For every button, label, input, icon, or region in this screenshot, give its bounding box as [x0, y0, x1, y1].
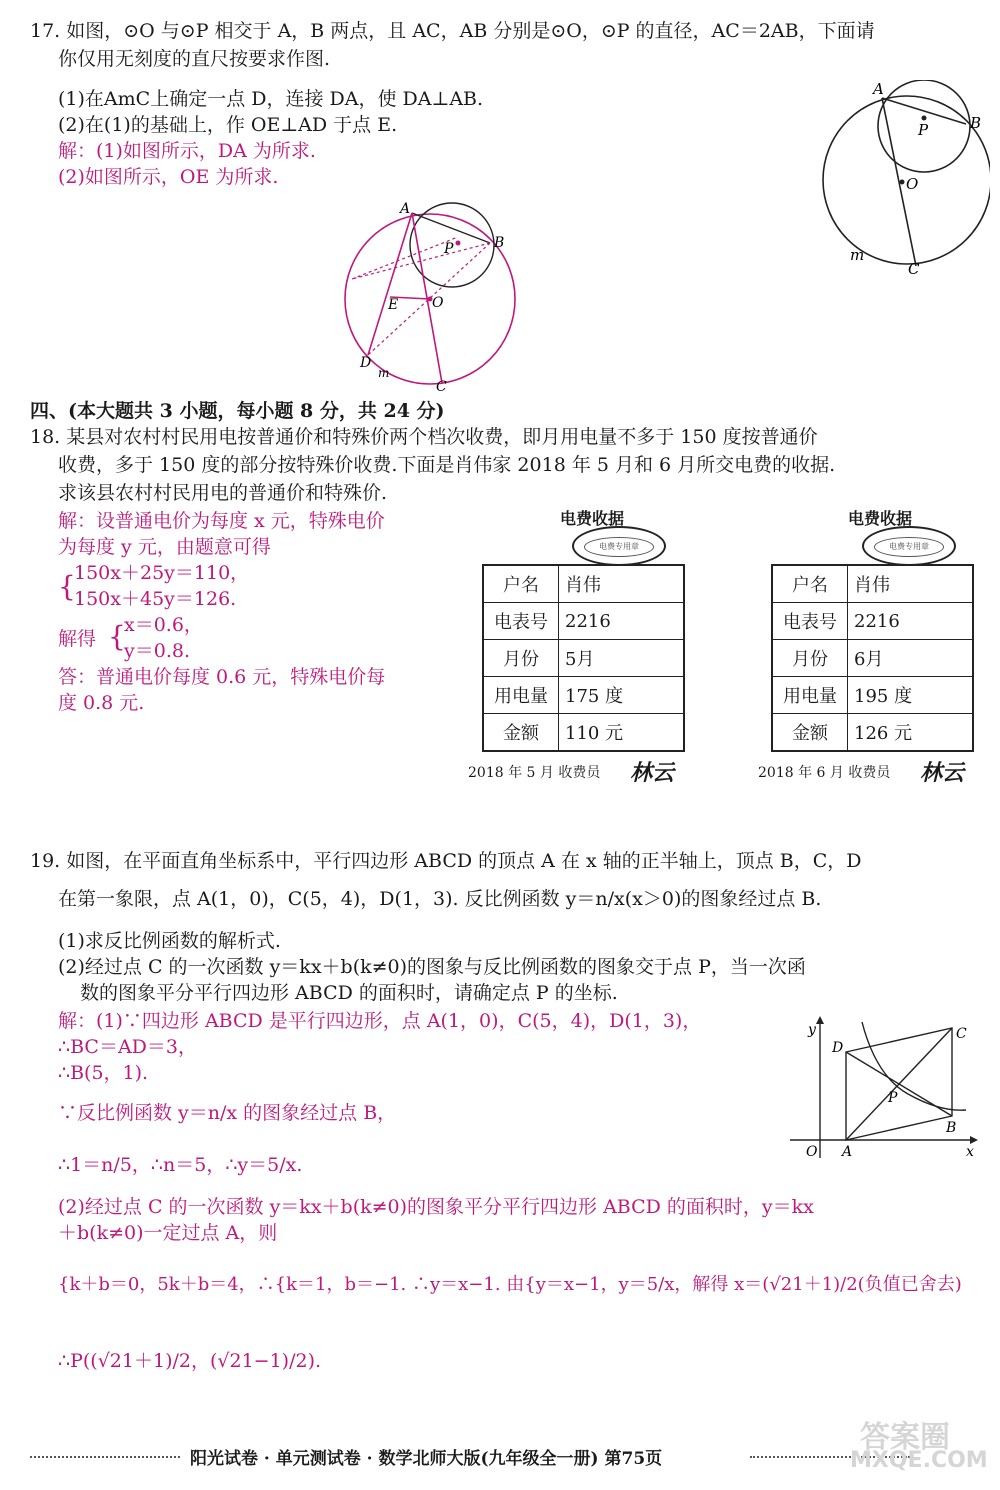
receipt1-stamp: 电费专用章: [572, 526, 666, 566]
q17-answer1: 解：(1)如图所示，DA 为所求.: [58, 140, 316, 162]
q19-part2a: (2)经过点 C 的一次函数 y＝kx＋b(k≠0)的图象与反比例函数的图象交于点 P，当一次函: [58, 956, 806, 978]
q18-eq2: 150x＋45y＝126.: [74, 588, 237, 610]
q19-stem-line2: 在第一象限，点 A(1，0)，C(5，4)，D(1，3). 反比例函数 y＝n/x(x＞0)的图象经过点 B.: [58, 888, 822, 910]
label-a: A: [400, 201, 411, 217]
q17-stem-line1: 17. 如图，⊙O 与⊙P 相交于 A，B 两点，且 AC，AB 分别是⊙O，⊙P 的直径，AC＝2AB，下面请: [30, 20, 875, 42]
q19-step6: (2)经过点 C 的一次函数 y＝kx＋b(k≠0)的图象平分平行四边形 ABCD 的面积时，y＝kx: [58, 1196, 814, 1218]
receipt1-table: [482, 564, 685, 752]
label-c: C: [908, 260, 920, 278]
label-p: P: [918, 121, 929, 139]
table-row: 用电量 195 度: [772, 677, 973, 714]
table-row: 电表号 2216: [772, 603, 973, 640]
q19-step9: ∴P((√21＋1)/2，(√21−1)/2).: [58, 1350, 322, 1372]
point-o: [900, 180, 905, 185]
label-m: m: [378, 366, 390, 380]
q17-stem-line2: 你仅用无刻度的直尺按要求作图.: [58, 48, 331, 70]
label-y: y: [808, 1022, 816, 1038]
q19-step7: ＋b(k≠0)一定过点 A，则: [58, 1222, 278, 1244]
q18-stem-line3: 求该县农村村民用电的普通价和特殊价.: [58, 482, 388, 504]
q17-part1: (1)在AmC上确定一点 D，连接 DA，使 DA⊥AB.: [58, 88, 484, 110]
q19-step4: ∵反比例函数 y＝n/x 的图象经过点 B，: [58, 1102, 397, 1124]
label-b: B: [494, 235, 505, 251]
label-p: P: [444, 241, 454, 257]
point-p: [922, 116, 927, 121]
receipt2-signature: 林云: [920, 760, 965, 786]
point-p: [456, 241, 461, 246]
label-b: B: [970, 114, 982, 132]
receipt1-footer: 2018 年 5 月 收费员: [468, 765, 601, 781]
q18-stem-line2: 收费，多于 150 度的部分按特殊价收费.下面是肖伟家 2018 年 5 月和 6 月所交电费的收据.: [58, 454, 836, 476]
receipt2-title: 电费收据: [848, 509, 913, 528]
q19-part1: (1)求反比例函数的解析式.: [58, 930, 281, 952]
label-p: P: [888, 1090, 898, 1106]
x-axis-arrow-icon: [970, 1136, 978, 1144]
q18-sol2: y＝0.8.: [124, 640, 190, 662]
table-row: 用电量 175 度: [483, 677, 684, 714]
table-row: 金额 110 元: [483, 714, 684, 752]
receipt2-stamp: 电费专用章: [862, 526, 956, 566]
footer-text: 阳光试卷 · 单元测试卷 · 数学北师大版(九年级全一册) 第75页: [190, 1449, 663, 1469]
q17-answer2: (2)如图所示，OE 为所求.: [58, 166, 279, 188]
q18-answer2: 为每度 y 元，由题意可得: [58, 536, 271, 558]
label-d: D: [832, 1040, 844, 1056]
q19-coordinate-figure: [790, 1012, 980, 1160]
label-o: O: [432, 295, 444, 311]
q18-solve-prefix: 解得: [58, 628, 97, 650]
q19-part2b: 数的图象平分平行四边形 ABCD 的面积时，请确定点 P 的坐标.: [80, 982, 618, 1004]
footer-divider-left: [30, 1456, 180, 1458]
hyperbola-curve: [862, 1022, 966, 1110]
label-e: E: [388, 297, 399, 313]
label-c: C: [956, 1026, 967, 1042]
q19-stem-line1: 19. 如图，在平面直角坐标系中，平行四边形 ABCD 的顶点 A 在 x 轴的正半轴上，顶点 B，C，D: [30, 850, 862, 872]
label-m: m: [850, 246, 865, 264]
receipt2-footer: 2018 年 6 月 收费员: [758, 765, 891, 781]
q17-solution-figure: [338, 195, 518, 395]
q17-given-figure: [810, 80, 990, 280]
label-a: A: [873, 80, 884, 98]
q18-stem-line1: 18. 某县对农村村民用电按普通价和特殊价两个档次收费，即月用电量不多于 150 度按普通价: [30, 426, 818, 448]
page-footer: [30, 1444, 910, 1470]
label-o: O: [806, 1144, 818, 1160]
q18-answer3: 答：普通电价每度 0.6 元，特殊电价每: [58, 666, 386, 688]
label-x: x: [966, 1144, 974, 1160]
q17-part2: (2)在(1)的基础上，作 OE⊥AD 于点 E.: [58, 114, 398, 136]
table-row: 金额 126 元: [772, 714, 973, 752]
diagonal-db: [846, 1052, 952, 1116]
watermark-logo: 答案圈 MXQE.COM: [850, 1420, 988, 1473]
label-c: C: [436, 379, 447, 395]
label-a: A: [842, 1144, 853, 1160]
q18-sol1: x＝0.6，: [124, 614, 203, 636]
q19-step8: {k＋b＝0，5k＋b＝4，∴{k＝1，b＝−1. ∴y＝x−1. 由{y＝x−1，y＝5/x，解得 x＝(√21＋1)/2(负值已舍去): [58, 1274, 962, 1295]
segment-ab: [412, 213, 490, 243]
table-row: 月份 5月: [483, 640, 684, 677]
receipt1-signature: 林云: [630, 760, 675, 786]
y-axis-arrow-icon: [816, 1016, 824, 1024]
table-row: 户名 肖伟: [483, 565, 684, 603]
q19-step3: ∴B(5，1).: [58, 1062, 149, 1084]
q19-step5: ∴1＝n/5，∴n＝5，∴y＝5/x.: [58, 1154, 303, 1176]
q18-brace1: {: [58, 570, 76, 603]
q18-answer1: 解：设普通电价为每度 x 元，特殊电价: [58, 510, 385, 532]
label-b: B: [946, 1120, 957, 1136]
q19-step2: ∴BC＝AD＝3，: [58, 1036, 197, 1058]
dashed-p: [352, 237, 458, 279]
q18-eq1: 150x＋25y＝110，: [74, 562, 250, 584]
q18-brace2: {: [108, 620, 126, 653]
q18-answer4: 度 0.8 元.: [58, 692, 145, 714]
table-row: 电表号 2216: [483, 603, 684, 640]
table-row: 月份 6月: [772, 640, 973, 677]
label-d: D: [360, 355, 372, 371]
label-o: O: [906, 175, 919, 193]
q19-step1: 解：(1)∵四边形 ABCD 是平行四边形，点 A(1，0)，C(5，4)，D(1，3)，: [58, 1010, 702, 1032]
receipt1-title: 电费收据: [560, 509, 625, 528]
table-row: 户名 肖伟: [772, 565, 973, 603]
section-4-header: 四、(本大题共 3 小题，每小题 8 分，共 24 分): [30, 400, 445, 422]
receipt2-table: [771, 564, 974, 752]
